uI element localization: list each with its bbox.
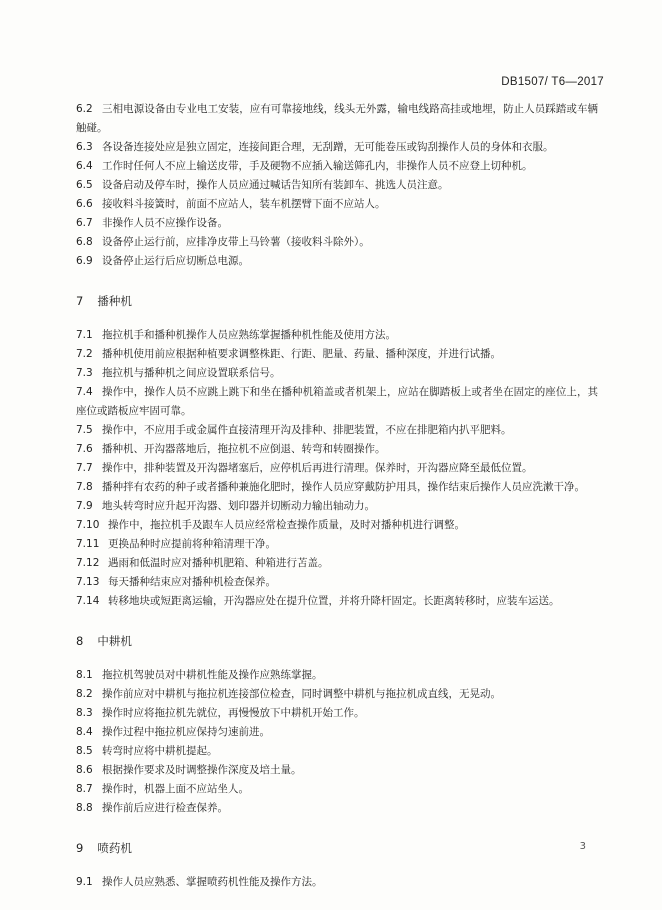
clause-7-8 [76,478,598,497]
clause-8-7 [76,780,598,799]
clause-number: 7.1 [76,329,93,341]
clause-7-7 [76,459,598,478]
clause-7-13 [76,573,598,592]
clause-number: 7.12 [76,557,100,569]
clause-number: 7.14 [76,595,100,607]
clause-text: 操作中，不应用手或金属件直接清理开沟及排种、排肥装置，不应在排肥箱内扒平肥料。 [102,424,512,436]
clause-number: 6.4 [76,160,93,172]
clause-number: 6.9 [76,255,93,267]
section-number: 7 [76,294,84,308]
clause-text: 操作中，操作人员不应跳上跳下和坐在播种机箱盖或者机架上，应站在脚踏板上或者坐在固定的座位上，其座位或踏板应牢固可靠。 [76,386,598,417]
clause-number: 8.6 [76,764,93,776]
document-code: DB1507/ T6—2017 [501,76,604,88]
clause-text: 三相电源设备由专业电工安装，应有可靠接地线，线头无外露，输电线路高挂或地埋，防止人员踩踏或车辆触碰。 [76,103,598,134]
clause-text: 拖拉机与播种机之间应设置联系信号。 [102,367,281,379]
clause-text: 各设备连接处应是独立固定，连接间距合理，无刮蹭，无可能卷压或钩刮操作人员的身体和衣服。 [102,141,554,153]
clause-text: 更换品种时应提前将种箱清理干净。 [108,538,276,550]
clause-8-1 [76,666,598,685]
clause-7-6 [76,440,598,459]
clause-number: 6.6 [76,198,93,210]
clause-number: 7.8 [76,481,93,493]
clause-text: 操作中，拖拉机手及跟车人员应经常检查操作质量，及时对播种机进行调整。 [108,519,465,531]
clause-number: 7.7 [76,462,93,474]
clause-text: 地头转弯时应升起开沟器、划印器并切断动力输出轴动力。 [102,500,375,512]
clause-number: 8.7 [76,783,93,795]
clause-6-5 [76,176,598,195]
clause-number: 7.3 [76,367,93,379]
clause-6-6 [76,195,598,214]
clause-number: 8.5 [76,745,93,757]
clause-text: 设备启动及停车时，操作人员应通过喊话告知所有装卸车、挑选人员注意。 [102,179,449,191]
clause-number: 6.2 [76,103,93,115]
clause-number: 8.1 [76,669,93,681]
clause-text: 工作时任何人不应上输送皮带，手及硬物不应插入输送筛孔内，非操作人员不应登上切种机。 [102,160,533,172]
clause-text: 设备停止运行前，应排净皮带上马铃薯（接收料斗除外）。 [102,236,370,248]
clause-number: 6.7 [76,217,93,229]
clause-text: 拖拉机驾驶员对中耕机性能及操作应熟练掌握。 [102,669,323,681]
clause-8-3 [76,704,598,723]
clause-text: 操作时应将拖拉机先就位，再慢慢放下中耕机开始工作。 [102,707,365,719]
clause-7-9 [76,497,598,516]
clause-text: 每天播种结束应对播种机检查保养。 [108,576,276,588]
clause-text: 操作过程中拖拉机应保持匀速前进。 [102,726,270,738]
clause-text: 非操作人员不应操作设备。 [102,217,228,229]
clause-number: 6.5 [76,179,93,191]
section-8-heading [76,632,598,650]
clause-number: 6.8 [76,236,93,248]
clause-7-4 [76,383,598,421]
section-7-heading [76,292,598,310]
section-title: 播种机 [97,294,132,308]
clause-number: 7.13 [76,576,100,588]
clause-text: 播种拌有农药的种子或者播种兼施化肥时，操作人员应穿戴防护用具，操作结束后操作人员应洗漱干净。 [102,481,585,493]
section-number: 8 [76,634,84,648]
clause-number: 8.3 [76,707,93,719]
clause-number: 7.10 [76,519,100,531]
clause-number: 7.5 [76,424,93,436]
clause-number: 6.3 [76,141,93,153]
section-title: 喷药机 [97,841,132,855]
clause-text: 播种机使用前应根据种植要求调整株距、行距、肥量、药量、播种深度，并进行试播。 [102,348,501,360]
clause-text: 操作前应对中耕机与拖拉机连接部位检查，同时调整中耕机与拖拉机成直线，无晃动。 [102,688,501,700]
clause-text: 操作时，机器上面不应站坐人。 [102,783,249,795]
page-number: 3 [579,841,586,852]
clause-8-4 [76,723,598,742]
section-6-items [76,100,598,271]
clause-number: 8.8 [76,802,93,814]
clause-number: 7.6 [76,443,93,455]
clause-8-5 [76,742,598,761]
section-8-items [76,666,598,818]
clause-8-6 [76,761,598,780]
clause-text: 遇雨和低温时应对播种机肥箱、种箱进行苫盖。 [108,557,329,569]
clause-7-2 [76,345,598,364]
clause-8-2 [76,685,598,704]
clause-number: 8.2 [76,688,93,700]
clause-text: 转弯时应将中耕机提起。 [102,745,218,757]
clause-7-14 [76,592,598,611]
section-9-items [76,873,598,892]
section-number: 9 [76,841,84,855]
clause-text: 设备停止运行后应切断总电源。 [102,255,249,267]
clause-text: 播种机、开沟器落地后，拖拉机不应倒退、转弯和转圈操作。 [102,443,386,455]
clause-7-1 [76,326,598,345]
clause-number: 7.4 [76,386,93,398]
clause-text: 拖拉机手和播种机操作人员应熟练掌握播种机性能及使用方法。 [102,329,396,341]
clause-6-8 [76,233,598,252]
clause-7-3 [76,364,598,383]
clause-text: 操作中，排种装置及开沟器堵塞后，应停机后再进行清理。保养时，开沟器应降至最低位置。 [102,462,533,474]
clause-number: 7.2 [76,348,93,360]
section-title: 中耕机 [97,634,132,648]
clause-9-1 [76,873,598,892]
clause-6-9 [76,252,598,271]
clause-7-11 [76,535,598,554]
clause-6-4 [76,157,598,176]
clause-6-2 [76,100,598,138]
clause-text: 转移地块或短距离运输，开沟器应处在提升位置，并将升降杆固定。长距离转移时，应装车运送。 [108,595,560,607]
document-body [76,100,598,892]
clause-number: 9.1 [76,876,93,888]
clause-text: 操作前后应进行检查保养。 [102,802,228,814]
clause-text: 接收料斗接簧时，前面不应站人，装车机摆臂下面不应站人。 [102,198,386,210]
clause-number: 7.11 [76,538,100,550]
clause-text: 操作人员应熟悉、掌握喷药机性能及操作方法。 [102,876,323,888]
clause-6-3 [76,138,598,157]
clause-number: 8.4 [76,726,93,738]
clause-6-7 [76,214,598,233]
clause-7-5 [76,421,598,440]
clause-number: 7.9 [76,500,93,512]
clause-7-10 [76,516,598,535]
section-9-heading [76,839,598,857]
clause-text: 根据操作要求及时调整操作深度及培土量。 [102,764,302,776]
clause-8-8 [76,799,598,818]
clause-7-12 [76,554,598,573]
section-7-items [76,326,598,611]
